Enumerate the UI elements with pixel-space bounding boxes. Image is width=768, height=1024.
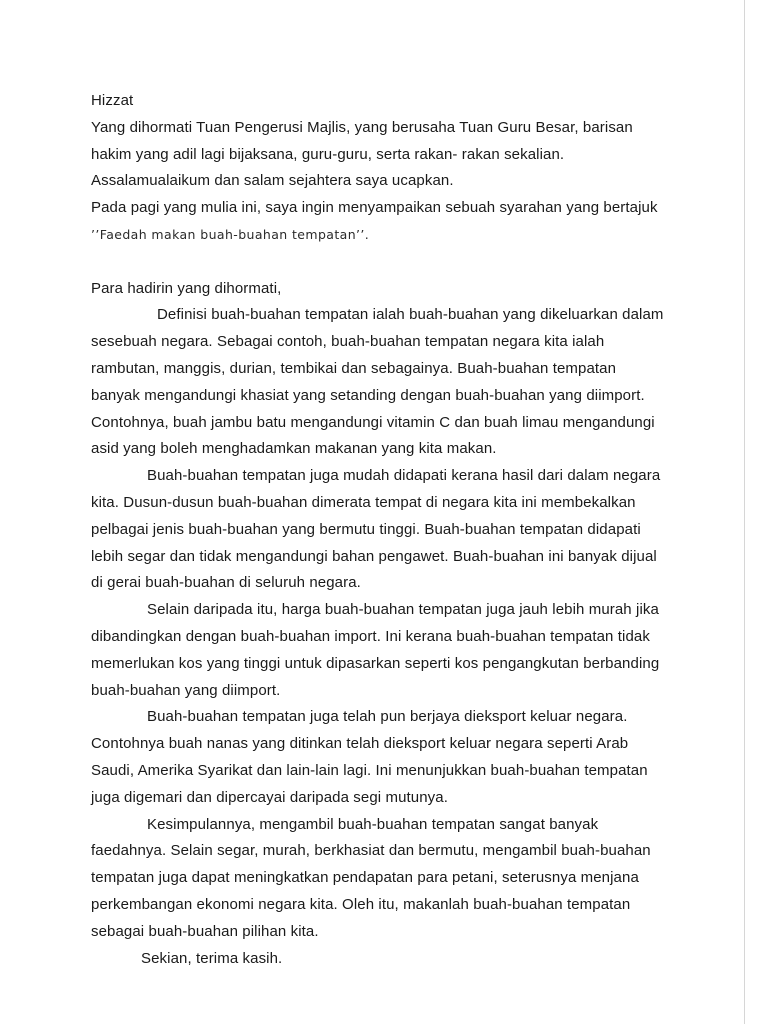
paragraph-2-line: pelbagai jenis buah-buahan yang bermutu tinggi. Buah-buahan tempatan didapati xyxy=(91,520,641,538)
paragraph-2-line: kita. Dusun-dusun buah-buahan dimerata tempat di negara kita ini membekalkan xyxy=(91,493,636,511)
paragraph-5-line: perkembangan ekonomi negara kita. Oleh itu, makanlah buah-buahan tempatan xyxy=(91,895,631,913)
paragraph-4-line: Contohnya buah nanas yang ditinkan telah dieksport keluar negara seperti Arab xyxy=(91,735,629,753)
paragraph-5-line: sebagai buah-buahan pilihan kita. xyxy=(91,922,319,940)
closing-line: Sekian, terima kasih. xyxy=(141,949,283,967)
paragraph-1-line: Definisi buah-buahan tempatan ialah buah-buahan yang dikeluarkan dalam xyxy=(157,306,664,324)
paragraph-5-line: tempatan juga dapat meningkatkan pendapatan para petani, seterusnya menjana xyxy=(91,869,639,887)
paragraph-2-line: lebih segar dan tidak mengandungi bahan pengawet. Buah-buahan ini banyak dijual xyxy=(91,547,657,565)
greeting-line: hakim yang adil lagi bijaksana, guru-guru, serta rakan- rakan sekalian. xyxy=(91,145,565,163)
paragraph-3-line: Selain daripada itu, harga buah-buahan tempatan juga jauh lebih murah jika xyxy=(147,601,659,619)
paragraph-1-line: banyak mengandungi khasiat yang setanding dengan buah-buahan yang diimport. xyxy=(91,386,645,404)
greeting-line: Pada pagi yang mulia ini, saya ingin menyampaikan sebuah syarahan yang bertajuk xyxy=(91,199,658,217)
paragraph-2-line: Buah-buahan tempatan juga mudah didapati kerana hasil dari dalam negara xyxy=(147,467,661,485)
paragraph-5-line: faedahnya. Selain segar, murah, berkhasiat dan bermutu, mengambil buah-buahan xyxy=(91,842,651,860)
paragraph-1-line: rambutan, manggis, durian, tembikai dan sebagainya. Buah-buahan tempatan xyxy=(91,359,617,377)
paragraph-2-line: di gerai buah-buahan di seluruh negara. xyxy=(91,574,361,592)
paragraph-3-line: dibandingkan dengan buah-buahan import. Ini kerana buah-buahan tempatan tidak xyxy=(91,627,650,645)
paragraph-5-line: Kesimpulannya, mengambil buah-buahan tempatan sangat banyak xyxy=(147,815,599,833)
paragraph-1-line: sesebuah negara. Sebagai contoh, buah-buahan tempatan negara kita ialah xyxy=(91,333,605,351)
paragraph-3-line: memerlukan kos yang tinggi untuk dipasarkan seperti kos pengangkutan berbanding xyxy=(91,654,660,672)
paragraph-4-line: Buah-buahan tempatan juga telah pun berjaya dieksport keluar negara. xyxy=(147,708,628,726)
paragraph-1-line: asid yang boleh menghadamkan makanan yang kita makan. xyxy=(91,440,497,458)
author-name: Hizzat xyxy=(91,92,134,109)
paragraph-3-line: buah-buahan yang diimport. xyxy=(91,681,281,699)
audience-address: Para hadirin yang dihormati, xyxy=(91,279,282,297)
greeting-line: Assalamualaikum dan salam sejahtera saya ucapkan. xyxy=(91,172,454,190)
paragraph-4-line: juga digemari dan dipercayai daripada segi mutunya. xyxy=(91,788,448,806)
speech-text xyxy=(91,88,731,972)
speech-title: ’’Faedah makan buah-buahan tempatan’’. xyxy=(91,226,370,242)
paragraph-1-line: Contohnya, buah jambu batu mengandungi vitamin C dan buah limau mengandungi xyxy=(91,413,655,431)
paragraph-4-line: Saudi, Amerika Syarikat dan lain-lain lagi. Ini menunjukkan buah-buahan tempatan xyxy=(91,761,648,779)
page-edge-divider xyxy=(744,0,745,1024)
blank-line xyxy=(91,249,731,276)
greeting-line: Yang dihormati Tuan Pengerusi Majlis, yang berusaha Tuan Guru Besar, barisan xyxy=(91,118,633,136)
